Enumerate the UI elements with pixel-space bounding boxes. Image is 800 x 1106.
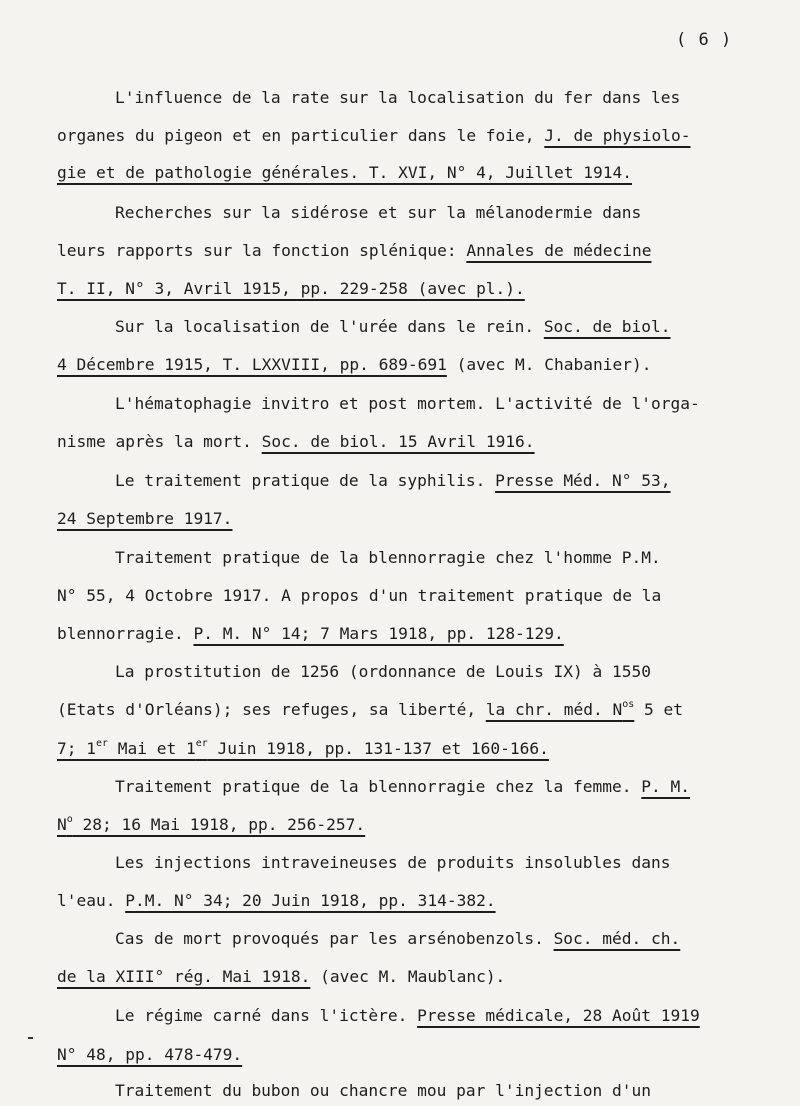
margin-mark [28, 1037, 33, 1039]
entry-line: Les injections intraveineuses de produits insolubles dans [115, 853, 671, 872]
entry-line: blennorragie. P. M. N° 14; 7 Mars 1918, pp. 128-129. [57, 624, 564, 643]
entry-line: La prostitution de 1256 (ordonnance de Louis IX) à 1550 [115, 662, 652, 681]
entry-line: Traitement du bubon ou chancre mou par l'injection d'un [115, 1081, 652, 1100]
citation: de la XIII° rég. Mai 1918. [57, 967, 311, 986]
entry-line [57, 1045, 242, 1065]
citation: N° 48, pp. 478-479. [57, 1045, 243, 1064]
entry-line [57, 739, 549, 759]
citation: 24 Septembre 1917. [57, 509, 233, 528]
entry-line: L'hématophagie invitro et post mortem. L'activité de l'orga- [115, 394, 700, 413]
entry-line: Le régime carné dans l'ictère. Presse médicale, 28 Août 1919 [115, 1006, 700, 1025]
citation: la chr. méd. $N^{os}$ [485, 699, 635, 719]
citation: Annales de médecine [466, 241, 652, 260]
citation: Soc. méd. ch. [553, 929, 681, 948]
entry-line: L'influence de la rate sur la localisation du fer dans les [115, 88, 681, 107]
entry-line: Cas de mort provoqués par les arsénobenzols. Soc. méd. ch. [115, 929, 681, 948]
citation: Soc. de biol. [543, 317, 671, 336]
citation: P. M. N° 14; 7 Mars 1918, pp. 128-129. [193, 624, 564, 643]
entry-line [57, 163, 632, 183]
citation: Presse Méd. N° 53, [495, 471, 671, 490]
citation: 4 Décembre 1915, T. LXXVIII, pp. 689-691 [57, 355, 447, 374]
citation: T. II, N° 3, Avril 1915, pp. 229-258 (avec pl.). [57, 279, 525, 298]
citation: Soc. de biol. 15 Avril 1916. [261, 432, 535, 451]
citation: P. M. [641, 777, 691, 796]
page-number: ( 6 ) [676, 30, 733, 50]
entry-line: leurs rapports sur la fonction splénique: Annales de médecine [57, 241, 652, 260]
entry-line [57, 509, 232, 529]
entry-line: Traitement pratique de la blennorragie chez l'homme P.M. [115, 548, 661, 567]
entry-line [57, 279, 525, 299]
citation: J. de physiolo- [544, 126, 691, 145]
entry-line [57, 815, 365, 835]
entry-line: Traitement pratique de la blennorragie chez la femme. P. M. [115, 777, 691, 796]
entry-line: 4 Décembre 1915, T. LXXVIII, pp. 689-691 (avec M. Chabanier). [57, 355, 652, 374]
citation: P.M. N° 34; 20 Juin 1918, pp. 314-382. [125, 891, 496, 910]
entry-line: Recherches sur la sidérose et sur la mélanodermie dans [115, 203, 642, 222]
entry-line: l'eau. P.M. N° 34; 20 Juin 1918, pp. 314-382. [57, 891, 496, 910]
citation: $N^o$ 28; 16 Mai 1918, pp. 256-257. [57, 814, 366, 834]
citation: gie et de pathologie générales. T. XVI, N° 4, Juillet 1914. [57, 163, 632, 182]
citation: Presse médicale, 28 Août 1919 [417, 1006, 700, 1025]
entry-line: organes du pigeon et en particulier dans le foie, J. de physiolo- [57, 126, 691, 145]
entry-line: (Etats d'Orléans); ses refuges, sa liberté, la chr. méd. $N^{os}$ 5 et [57, 699, 684, 719]
entry-line: Le traitement pratique de la syphilis. Presse Méd. N° 53, [115, 471, 671, 490]
entry-line: de la XIII° rég. Mai 1918. (avec M. Maublanc). [57, 967, 506, 986]
citation: 7; 1er Mai et 1er Juin 1918, pp. 131-137 et 160-166. [57, 738, 549, 758]
entry-line: nisme après la mort. Soc. de biol. 15 Avril 1916. [57, 432, 535, 451]
entry-line: N° 55, 4 Octobre 1917. A propos d'un traitement pratique de la [57, 586, 662, 605]
entry-line: Sur la localisation de l'urée dans le rein. Soc. de biol. [115, 317, 671, 336]
